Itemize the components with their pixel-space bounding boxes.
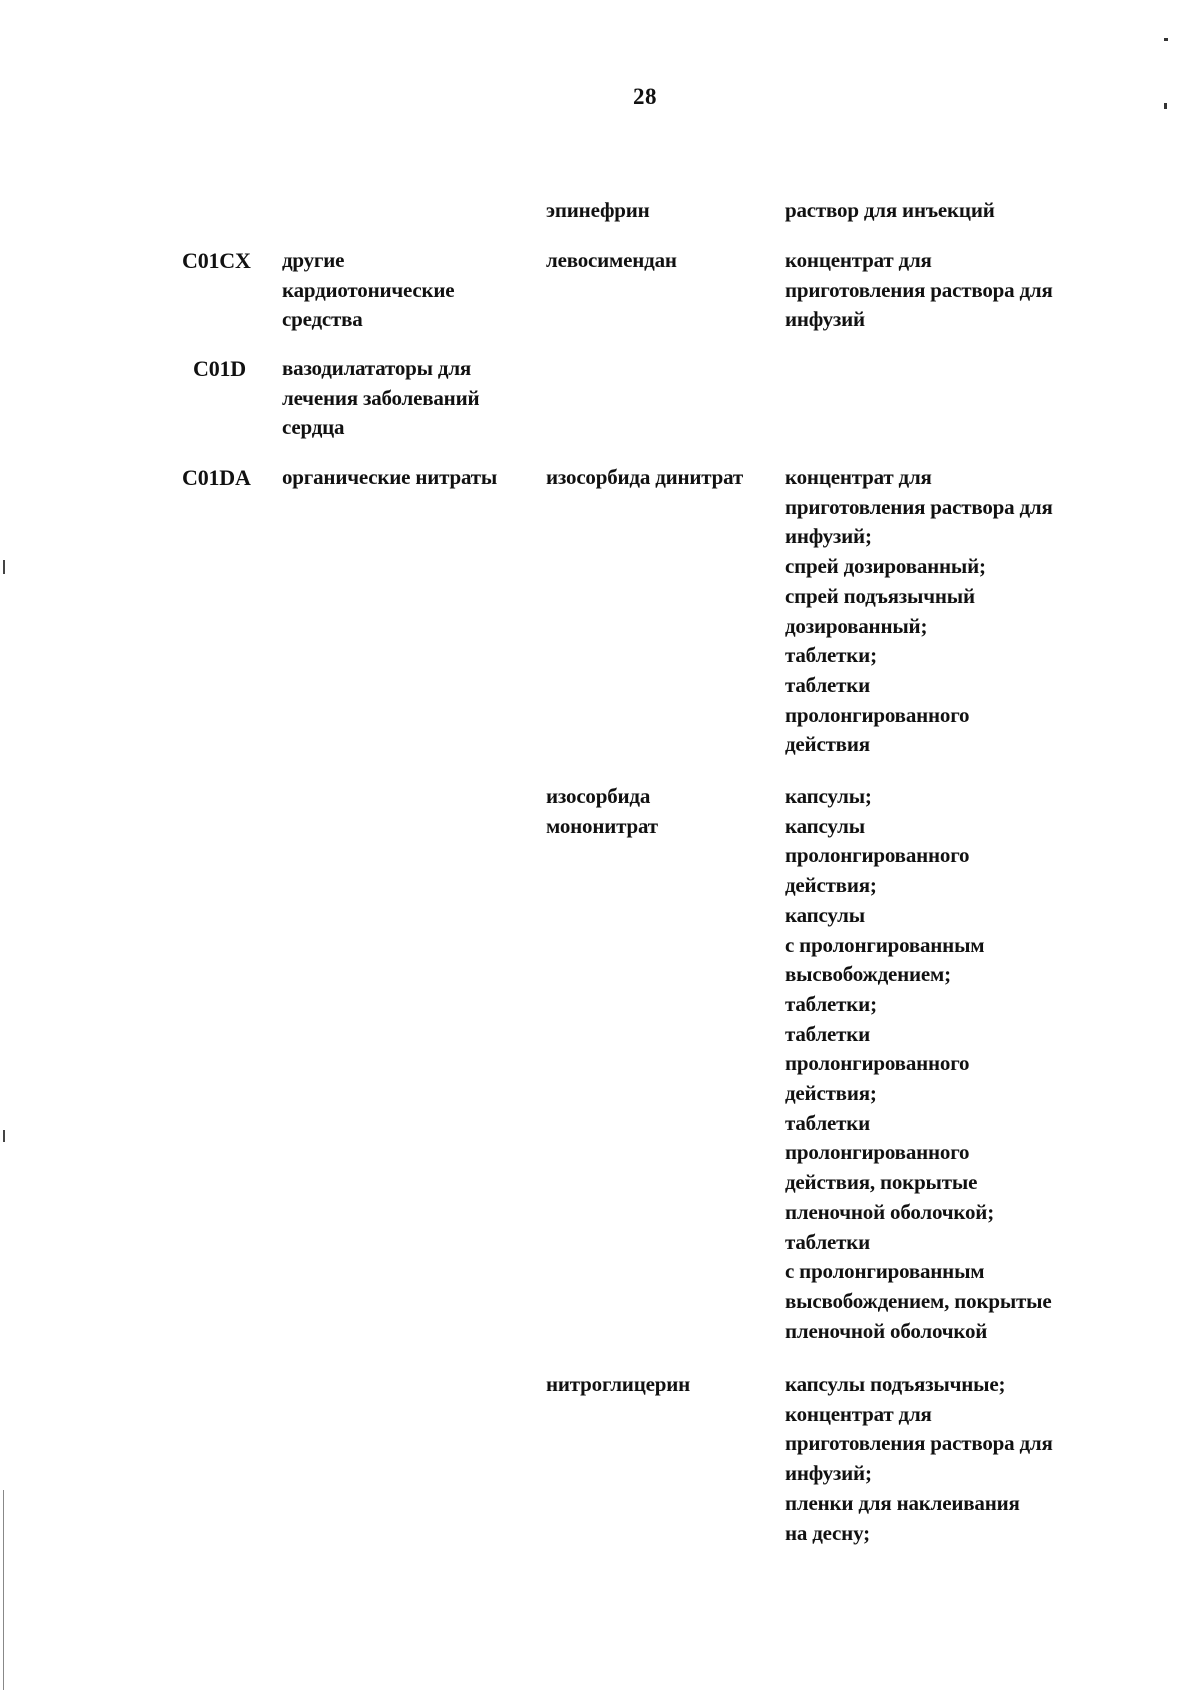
scan-edge-mark xyxy=(3,1130,5,1142)
drug-name: изосорбида мононитрат xyxy=(546,784,658,838)
drug-name: нитроглицерин xyxy=(546,1372,691,1396)
scan-edge-mark xyxy=(3,1490,4,1690)
scan-edge-mark xyxy=(3,560,5,574)
pharmacological-group: органические нитраты xyxy=(282,465,498,489)
page-number: 28 xyxy=(633,84,657,109)
dosage-forms: капсулы; капсулы пролонгированного действия; капсулы с пролонгированным высвобождением; таблетки; таблетки пролонгированного действия; таблетки пролонгированного действия, покрытые пленочной оболочкой; таблетки с пролонгированным высвобождением, покрытые пленочной оболочкой xyxy=(785,784,1052,1343)
scan-speck xyxy=(1164,103,1167,109)
scan-speck xyxy=(1164,38,1168,41)
drug-name: эпинефрин xyxy=(546,198,650,222)
drug-name: изосорбида динитрат xyxy=(546,465,744,489)
atc-code: C01D xyxy=(193,356,246,381)
drug-name: левосимендан xyxy=(546,248,677,272)
dosage-forms: концентрат для приготовления раствора для инфузий xyxy=(785,248,1053,332)
pharmacological-group: другие кардиотонические средства xyxy=(282,248,455,332)
atc-code: C01DA xyxy=(182,465,251,490)
dosage-forms: раствор для инъекций xyxy=(785,198,995,222)
atc-code: C01CX xyxy=(182,248,251,273)
pharmacological-group: вазодилататоры для лечения заболеваний сердца xyxy=(282,356,480,440)
dosage-forms: капсулы подъязычные; концентрат для приготовления раствора для инфузий; пленки для наклеивания на десну; xyxy=(785,1372,1053,1545)
dosage-forms: концентрат для приготовления раствора для инфузий; спрей дозированный; спрей подъязычный дозированный; таблетки; таблетки пролонгированного действия xyxy=(785,465,1053,757)
